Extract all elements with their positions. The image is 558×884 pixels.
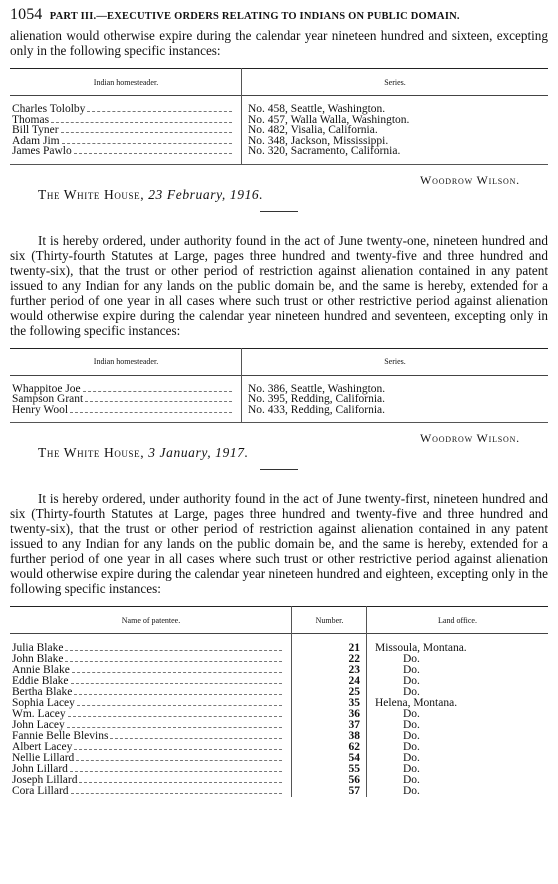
table-row [10,687,548,698]
leader-dots [79,782,282,783]
leader-dots [67,727,282,728]
leader-dots [62,143,232,144]
cell-name: James Pawlo [12,145,72,157]
leader-dots [70,771,282,772]
date: 3 January, 1917. [148,445,249,460]
table-row [10,665,548,676]
cell-name: Wm. Lacey [12,708,66,720]
cell-name: Eddie Blake [12,675,69,687]
cell-number: 22 [292,654,367,665]
cell-land-office: Do. [403,664,420,676]
table-row [10,654,548,665]
cell-land-office: Helena, Montana. [375,697,458,709]
table-row [10,709,548,720]
place-and-date [38,187,263,203]
section-divider [260,469,298,470]
leader-dots [74,749,282,750]
cell-land-office: Missoula, Montana. [375,642,467,654]
page-header [10,6,548,28]
cell-name: Annie Blake [12,664,70,676]
col-indian-homesteader: Indian homesteader. [10,69,242,96]
table-row [10,698,548,709]
signature-block-1916 [10,165,548,223]
cell-series: No. 433, Redding, California. [248,403,386,416]
place: The White House, [38,186,145,202]
cell-name: Whappitoe Joe [12,382,81,395]
cell-name: Sophia Lacey [12,697,75,709]
cell-name: John Blake [12,653,64,665]
cell-name: Sampson Grant [12,393,84,405]
place-and-date [38,445,249,461]
cell-land-office: Do. [403,708,420,720]
cell-series: No. 320, Sacramento, California. [248,145,401,157]
cell-number: 21 [292,634,367,655]
signature-block-1917 [10,423,548,481]
executive-order-paragraph-1918: It is hereby ordered, under authority found in the act of June twenty-first, nineteen hundred and six (Thirty-fourth Statutes at Large, pages three hundred and twenty-five and three hundred and twenty-six), that the trust or other period of restriction against alienation contained in any patent issued to any Indian for any lands on the public domain be, and the same is hereby, extended for a further period of one year in all cases where such trust or other restrictive period against alienation would otherwise expire during the calendar year nineteen hundred and eighteen, excepting only in the following specific instances: [10,491,548,596]
page-number: 1054 [10,6,43,23]
cell-land-office: Do. [403,752,420,764]
leader-dots [74,694,282,695]
leader-dots [77,705,282,706]
col-indian-homesteader: Indian homesteader. [10,348,242,375]
col-series: Series. [384,357,406,366]
col-land-office: Land office. [438,615,477,625]
cell-number: 55 [292,764,367,775]
table-row [10,146,548,164]
executive-order-paragraph-1917: It is hereby ordered, under authority found in the act of June twenty-one, nineteen hundred and six (Thirty-fourth Statutes at Large, pages three hundred and twenty-five and three hundred and twenty-six), that the trust or other period of restriction against alienation contained in any patent issued to any Indian for any lands on the public domain be, and the same is hereby, extended for a further period of one year in all cases where such trust or other restrictive period against alienation would otherwise expire during the calendar year nineteen hundred and seventeen, excepting only in the following specific instances: [10,232,548,338]
cell-land-office: Do. [403,675,420,687]
cell-number: 56 [292,775,367,786]
leader-dots [61,132,232,133]
cell-land-office: Do. [403,653,420,665]
table-row [10,634,548,655]
document-page [10,6,548,797]
cell-name: Albert Lacey [12,741,73,753]
leader-dots [70,412,232,413]
patentee-table [10,606,548,797]
date: 23 February, 1916. [148,186,264,202]
cell-land-office: Do. [403,774,420,786]
leader-dots [65,650,282,651]
col-name-of-patentee: Name of patentee. [10,607,292,634]
leader-dots [85,401,232,402]
leader-dots [72,672,282,673]
cell-name: Charles Tololby [12,103,86,115]
cell-series: No. 482, Visalia, California. [248,124,378,136]
cell-land-office: Do. [403,730,420,742]
cell-series: No. 395, Redding, California. [248,393,386,405]
cell-name: Thomas [12,113,50,126]
running-title: PART III.—EXECUTIVE ORDERS RELATING TO INDIANS ON PUBLIC DOMAIN. [49,11,460,22]
cell-land-office: Do. [403,741,420,753]
table-row [10,764,548,775]
col-number: Number. [292,607,367,634]
leader-dots [83,391,232,392]
cell-series: No. 386, Seattle, Washington. [248,382,386,395]
homesteader-table-1917 [10,348,548,424]
leader-dots [65,661,282,662]
cell-number: 37 [292,720,367,731]
cell-series: No. 348, Jackson, Mississippi. [248,134,389,147]
cell-land-office: Do. [403,686,420,698]
cell-number: 23 [292,665,367,676]
cell-name: Joseph Lillard [12,774,78,786]
leader-dots [76,760,282,761]
table-row [10,375,548,394]
table-row [10,96,548,115]
leader-dots [74,153,232,154]
col-series: Series. [384,77,406,87]
leader-dots [110,738,282,739]
leader-dots [51,122,232,123]
cell-name: Cora Lillard [12,785,69,797]
cell-name: Nellie Lillard [12,752,75,764]
cell-number: 24 [292,676,367,687]
cell-land-office: Do. [403,763,420,775]
leader-dots [71,793,282,794]
leader-dots [68,716,282,717]
cell-series: No. 458, Seattle, Washington. [248,103,386,115]
cell-land-office: Do. [403,785,420,797]
cell-number: 36 [292,709,367,720]
cell-number: 35 [292,698,367,709]
table-row [10,405,548,423]
cell-name: Bertha Blake [12,686,73,698]
cell-number: 57 [292,786,367,797]
table-row [10,742,548,753]
table-row [10,676,548,687]
cell-number: 38 [292,731,367,742]
leader-dots [71,683,282,684]
signatory-name: Woodrow Wilson. [420,172,520,187]
cell-name: Fannie Belle Blevins [12,730,109,742]
cell-name: John Lacey [12,719,65,731]
table-row [10,394,548,405]
table-row [10,753,548,764]
cell-name: Henry Wool [12,403,69,416]
table-row [10,775,548,786]
table-row [10,125,548,136]
cell-land-office: Do. [403,719,420,731]
cell-name: Julia Blake [12,642,64,654]
section-divider [260,211,298,212]
cell-series: No. 457, Walla Walla, Washington. [248,113,410,126]
intro-fragment: alienation would otherwise expire during the calendar year nineteen hundred and sixteen, excepting only in the following specific instances: [10,28,548,58]
table-row [10,786,548,797]
place: The White House, [38,445,145,460]
leader-dots [87,111,232,112]
homesteader-table-1916 [10,68,548,165]
cell-number: 25 [292,687,367,698]
cell-name: Bill Tyner [12,124,59,136]
cell-name: John Lillard [12,763,68,775]
cell-number: 54 [292,753,367,764]
cell-number: 62 [292,742,367,753]
signatory-name: Woodrow Wilson. [420,431,520,445]
table-row [10,731,548,742]
cell-name: Adam Jim [12,134,60,147]
